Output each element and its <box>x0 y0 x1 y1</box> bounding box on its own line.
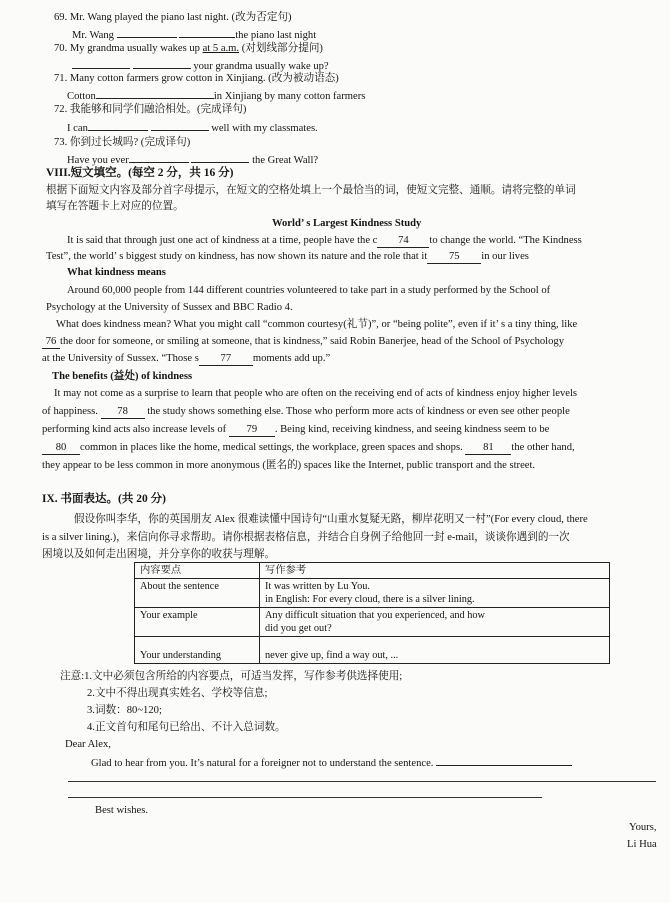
passage-p4-line4: 80 common in places like the home, medical settings, the workplace, green spaces and shops. 81 the other hand, <box>42 441 575 455</box>
q72-answer-line: I can well with my classmates. <box>67 120 318 135</box>
table-cell-reference: Any difficult situation that you experienced, and how did you get out? <box>260 608 610 637</box>
letter-greeting: Dear Alex, <box>65 739 111 750</box>
table-header: 写作参考 <box>260 563 610 579</box>
section8-instruction-2: 填写在答题卡上对应的位置。 <box>46 201 184 212</box>
q70-prompt: 70. My grandma usually wakes up at 5 a.m. (对划线部分提问) <box>54 43 323 54</box>
blank-74[interactable]: 74 <box>377 234 429 248</box>
q70-answer-line: your grandma usually wake up? <box>72 58 329 73</box>
q73-blank-1[interactable] <box>129 152 189 163</box>
q71-answer-line: Cotton in Xinjiang by many cotton farmers <box>67 88 365 103</box>
section9-intro-3: 困境以及如何走出困境，并分享你的收获与理解。 <box>42 549 276 560</box>
blank-77[interactable]: 77 <box>199 352 253 366</box>
note-4: 4.正文首句和尾句已给出、不计入总词数。 <box>87 722 286 733</box>
letter-closing: Best wishes. <box>95 805 148 816</box>
note-1: 注意:1.文中必须包含所给的内容要点，可适当发挥，写作参考供选择使用; <box>60 671 403 682</box>
q70-blank-1[interactable] <box>72 58 130 69</box>
passage-p2-line1: Around 60,000 people from 144 different countries volunteered to take part in a study performed by the School of <box>67 285 551 296</box>
blank-81[interactable]: 81 <box>465 441 511 455</box>
passage-title: World’ s Largest Kindness Study <box>272 218 422 229</box>
q72-prompt: 72. 我能够和同学们融洽相处。(完成译句) <box>54 104 247 115</box>
table-cell-point: About the sentence <box>135 579 260 608</box>
q73-answer-line: Have you ever the Great Wall? <box>67 152 318 167</box>
writing-line[interactable] <box>436 755 572 766</box>
blank-79[interactable]: 79 <box>229 423 275 437</box>
q69-prompt: 69. Mr. Wang played the piano last night. (改为否定句) <box>54 12 292 23</box>
table-cell-point: Your example <box>135 608 260 637</box>
passage-p4-line1: It may not come as a surprise to learn that people who are often on the receiving end of acts of kindness enjoy higher levels <box>54 388 578 399</box>
passage-p3-line1: What does kindness mean? What you might call “common courtesy(礼节)”, or “being polite”, even if it’ s a tiny thing, like <box>56 319 578 330</box>
q69-blank-2[interactable] <box>179 27 235 38</box>
table-row <box>135 579 610 608</box>
letter-sign-off: Yours, <box>629 822 657 833</box>
letter-first-sentence: Glad to hear from you. It’s natural for a foreigner not to understand the sentence. <box>91 755 572 770</box>
passage-p1-line2: Test”, the world’ s biggest study on kindness, has now shown its nature and the role that it 75 in our lives <box>46 251 529 262</box>
q70-blank-2[interactable] <box>133 58 191 69</box>
passage-p3-line2: 76 the door for someone, or smiling at someone, that is kindness,” said Robin Banerjee, head of the School of Psychology <box>42 335 564 349</box>
section9-heading: IX. 书面表达。(共 20 分) <box>42 493 166 505</box>
table-cell-point: Your understanding <box>135 637 260 664</box>
blank-78[interactable]: 78 <box>101 405 145 419</box>
table-row <box>135 637 610 664</box>
blank-80[interactable]: 80 <box>42 441 80 455</box>
table-cell-reference: It was written by Lu You. in English: For every cloud, there is a silver lining. <box>260 579 610 608</box>
table-cell-reference: never give up, find a way out, ... <box>260 637 610 664</box>
q69-blank-1[interactable] <box>117 27 177 38</box>
passage-heading-benefits: The benefits (益处) of kindness <box>52 371 193 382</box>
letter-signature: Li Hua <box>627 839 657 850</box>
passage-p4-line2: of happiness. 78 the study shows something else. Those who perform more acts of kindness or even see other people <box>42 406 570 417</box>
q72-blank-1[interactable] <box>88 120 148 131</box>
blank-75[interactable]: 75 <box>427 250 481 264</box>
q71-prompt: 71. Many cotton farmers grow cotton in Xinjiang. (改为被动语态) <box>54 73 339 84</box>
writing-line[interactable] <box>68 797 542 798</box>
table-row <box>135 608 610 637</box>
q69-answer-line: Mr. Wang the piano last night <box>72 27 316 42</box>
writing-reference-table <box>134 562 610 664</box>
q72-blank-2[interactable] <box>151 120 209 131</box>
passage-heading-meaning: What kindness means <box>67 267 166 278</box>
note-3: 3.词数：80~120; <box>87 705 162 716</box>
q73-blank-2[interactable] <box>191 152 249 163</box>
blank-76[interactable]: 76 <box>42 335 60 349</box>
section8-instruction-1: 根据下面短文内容及部分首字母提示，在短文的空格处填上一个最恰当的词，使短文完整、通顺。请将完整的单词 <box>46 185 576 196</box>
passage-p1-line1: It is said that through just one act of kindness at a time, people have the c 74 to change the world. “The Kindness <box>67 235 582 246</box>
section9-intro-2: is a silver lining.)，来信向你寻求帮助。请你根据表格信息，并结合自身例子给他回一封 e-mail，谈谈你遇到的一次 <box>42 532 570 543</box>
table-header-row <box>135 563 610 579</box>
section9-intro-1: 假设你叫李华，你的英国朋友 Alex 很难读懂中国诗句“山重水复疑无路，柳岸花明又一村”(For every cloud, there <box>74 514 588 525</box>
passage-p4-line5: they appear to be less common in more anonymous (匿名的) spaces like the Internet, public transport and the street. <box>42 460 536 471</box>
q73-prompt: 73. 你到过长城吗? (完成译句) <box>54 137 191 148</box>
q71-blank-2[interactable] <box>156 88 214 99</box>
table-header: 内容要点 <box>135 563 260 579</box>
passage-p2-line2: Psychology at the University of Sussex and BBC Radio 4. <box>46 302 293 313</box>
q71-blank-1[interactable] <box>96 88 156 99</box>
passage-p4-line3: performing kind acts also increase levels of 79 . Being kind, receiving kindness, and seeing kindness seem to be <box>42 424 550 435</box>
passage-p3-line3: at the University of Sussex. “Those s 77 moments add up.” <box>42 353 331 364</box>
section8-heading: VIII.短文填空。(每空 2 分，共 16 分) <box>46 167 234 179</box>
note-2: 2.文中不得出现真实姓名、学校等信息; <box>87 688 268 699</box>
writing-line[interactable] <box>68 781 656 782</box>
